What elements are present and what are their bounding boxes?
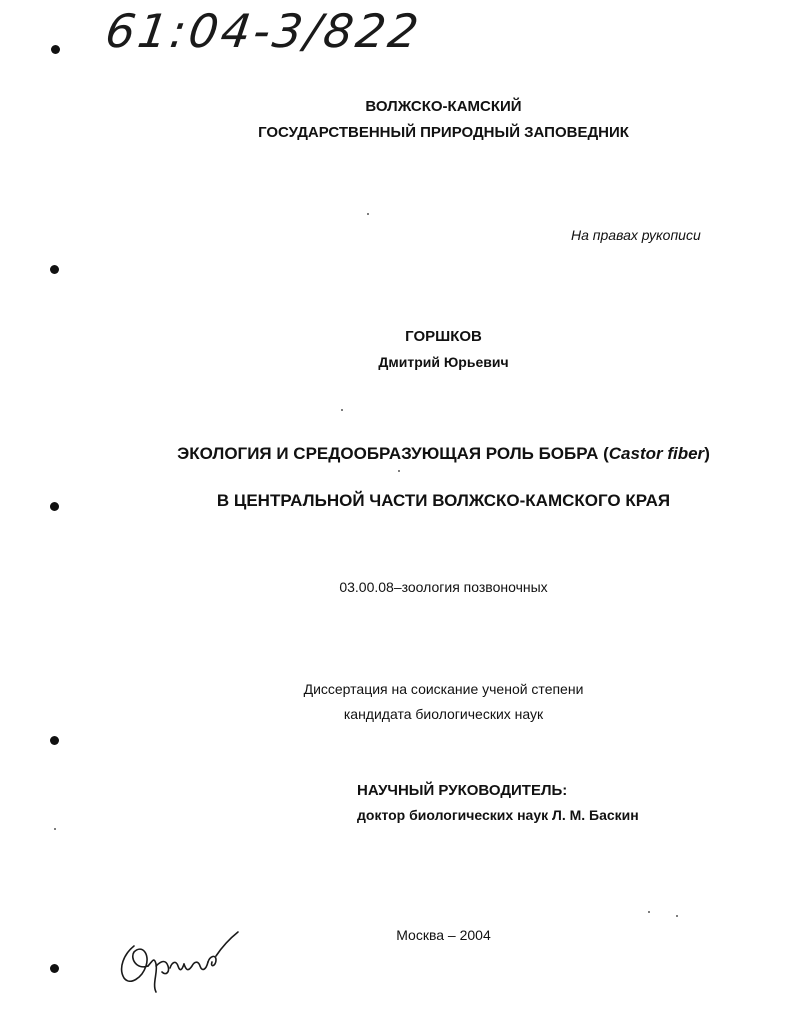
place-year: Москва – 2004	[396, 927, 491, 943]
title-latin-name: Castor fiber	[608, 444, 705, 463]
archive-number: 61:04-3/822	[102, 4, 425, 58]
author-given-names: Дмитрий Юрьевич	[378, 354, 509, 370]
institution-line-1: ВОЛЖСКО-КАМСКИЙ	[365, 98, 522, 115]
scan-speck	[398, 470, 400, 472]
degree-line-2: кандидата биологических наук	[343, 706, 544, 722]
title-line-1-text: ЭКОЛОГИЯ И СРЕДООБРАЗУЮЩАЯ РОЛЬ БОБРА (	[177, 444, 609, 463]
title-line-2: В ЦЕНТРАЛЬНОЙ ЧАСТИ ВОЛЖСКО-КАМСКОГО КРАЯ	[216, 491, 671, 510]
binder-hole-4	[50, 736, 59, 745]
scan-speck	[367, 213, 369, 215]
author-surname: ГОРШКОВ	[405, 328, 482, 345]
scan-speck	[54, 828, 56, 830]
title-line-1	[46, 444, 795, 464]
binder-hole-2	[50, 265, 59, 274]
scan-speck	[648, 911, 650, 913]
scan-speck	[341, 409, 343, 411]
institution-line-2: ГОСУДАРСТВЕННЫЙ ПРИРОДНЫЙ ЗАПОВЕДНИК	[258, 124, 629, 141]
title-line-1-close: )	[704, 444, 710, 463]
scan-speck	[676, 915, 678, 917]
binder-hole-1	[51, 45, 60, 54]
rights-note: На правах рукописи	[571, 227, 701, 243]
specialty-code: 03.00.08–зоология позвоночных	[339, 579, 548, 595]
supervisor-label: НАУЧНЫЙ РУКОВОДИТЕЛЬ:	[357, 782, 568, 799]
binder-hole-5	[50, 964, 59, 973]
degree-line-1: Диссертация на соискание ученой степени	[303, 681, 584, 697]
supervisor-name: доктор биологических наук Л. М. Баскин	[357, 807, 639, 823]
signature	[112, 926, 242, 998]
